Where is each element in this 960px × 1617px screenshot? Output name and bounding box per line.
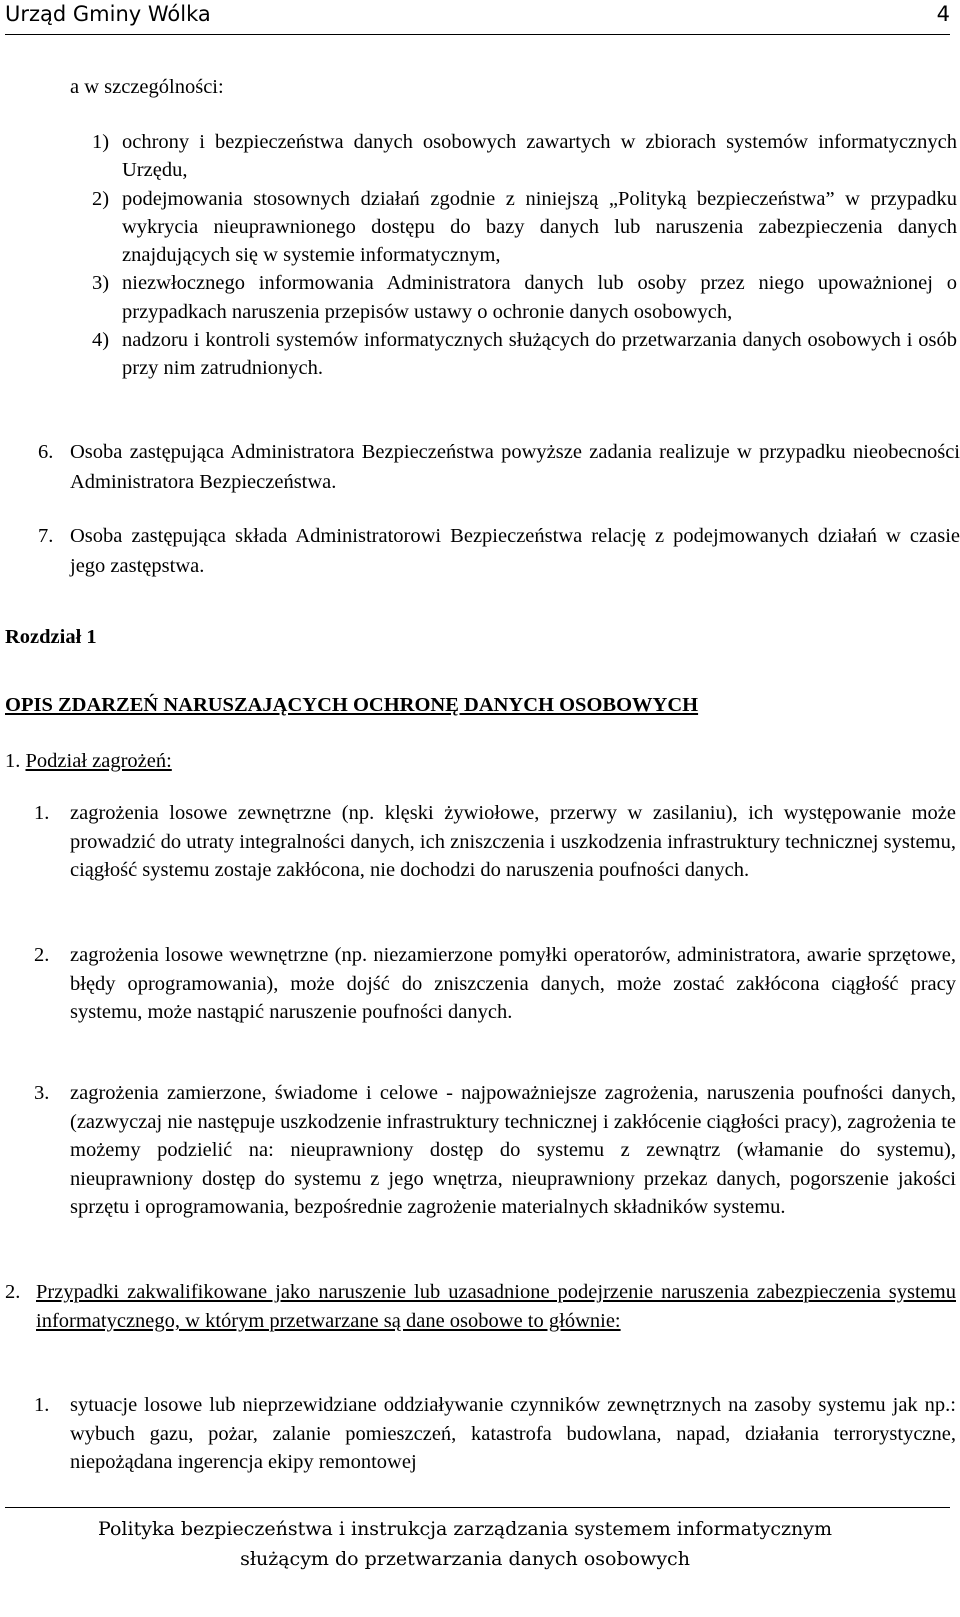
list-item-number: 2) bbox=[92, 187, 110, 210]
item-text: zagrożenia losowe zewnętrzne (np. klęski żywiołowe, przerwy w zasilaniu), ich występowanie może prowadzić do utraty integralności danych, ich zniszczenia i uszkodzenia infrastruktury technicznej systemu, ciągłość systemu zostaje zakłócona, nie dochodzi do naruszenia poufności danych. bbox=[70, 802, 956, 881]
item-number: 3. bbox=[34, 1082, 50, 1104]
page-number: 4 bbox=[936, 2, 950, 26]
intro-text: a w szczególności: bbox=[70, 76, 224, 98]
item-number: 1. bbox=[34, 1394, 50, 1416]
section-point-2 bbox=[5, 1278, 956, 1336]
section-heading: OPIS ZDARZEŃ NARUSZAJĄCYCH OCHRONĘ DANYCH OSOBOWYCH bbox=[5, 694, 699, 716]
point-text: Przypadki zakwalifikowane jako naruszenie lub uzasadnione podejrzenie naruszenia zabezpieczenia systemu informatycznego, w którym przetwarzane są dane osobowe to głównie: bbox=[36, 1281, 956, 1332]
item-text: zagrożenia zamierzone, świadome i celowe - najpoważniejsze zagrożenia, naruszenia poufności danych, (zazwyczaj nie następuje uszkodzenie infrastruktury technicznej i zakłócenie ciągłości pracy), zagrożenia te możemy podzielić na: nieuprawniony dostęp do systemu z zewnątrz (włamanie do systemu), nieuprawniony dostęp do systemu z jego wnętrza, nieuprawniony przekaz danych, pogorszenie jakości sprzętu i oprogramowania, bezpośrednie zagrożenie materialnych składników systemu. bbox=[70, 1082, 956, 1218]
page-header bbox=[5, 0, 950, 32]
paragraph-7 bbox=[38, 521, 960, 581]
paragraph-6 bbox=[38, 437, 960, 497]
list-item bbox=[92, 269, 957, 326]
item-text: sytuacje losowe lub nieprzewidziane oddziaływanie czynników zewnętrznych na zasoby systemu jak np.: wybuch gazu, pożar, zalanie pomieszczeń, katastrofa budowlana, napad, działania terrorystyczne, niepożądana ingerencja ekipy remontowej bbox=[70, 1394, 956, 1473]
list-item-number: 1) bbox=[92, 131, 110, 153]
header-divider bbox=[5, 34, 950, 35]
duties-list bbox=[92, 128, 957, 383]
footer-divider bbox=[5, 1507, 950, 1508]
threat-item-3 bbox=[34, 1079, 956, 1222]
subheading-text: Podział zagrożeń: bbox=[25, 750, 172, 772]
list-item bbox=[92, 326, 957, 383]
header-title: Urząd Gminy Wólka bbox=[5, 2, 211, 26]
list-item-number: 3) bbox=[92, 272, 110, 295]
list-item-text: podejmowania stosownych działań zgodnie z niniejszą „Polityką bezpieczeństwa” w przypadku wykrycia nieuprawnionego dostępu do bazy danych lub naruszenia zabezpieczenia danych znajdujących się w systemie informatycznym, bbox=[122, 187, 957, 267]
item-number: 1. bbox=[34, 802, 50, 824]
paragraph-text: Osoba zastępująca składa Administratorowi Bezpieczeństwa relację z podejmowanych działań w czasie jego zastępstwa. bbox=[70, 525, 960, 577]
paragraph-number: 7. bbox=[38, 525, 54, 547]
paragraph-text: Osoba zastępująca Administratora Bezpieczeństwa powyższe zadania realizuje w przypadku nieobecności Administratora Bezpieczeństwa. bbox=[70, 441, 960, 493]
subheading bbox=[5, 746, 172, 776]
threat-item-2 bbox=[34, 941, 956, 1027]
page-footer bbox=[0, 1514, 930, 1574]
list-item-number: 4) bbox=[92, 329, 110, 352]
threat-item-1 bbox=[34, 799, 956, 885]
point-number: 2. bbox=[5, 1281, 21, 1303]
case-item-1 bbox=[34, 1391, 956, 1477]
chapter-title: Rozdział 1 bbox=[5, 626, 97, 648]
item-number: 2. bbox=[34, 944, 50, 966]
item-text: zagrożenia losowe wewnętrzne (np. niezamierzone pomyłki operatorów, administratora, awarie sprzętowe, błędy oprogramowania), może dojść do zniszczenia danych, może zostać zakłócona ciągłość pracy systemu, może nastąpić naruszenie poufności danych. bbox=[70, 944, 956, 1023]
list-item bbox=[92, 185, 957, 270]
footer-line-1: Polityka bezpieczeństwa i instrukcja zarządzania systemem informatycznym bbox=[97, 1518, 833, 1540]
list-item-text: niezwłocznego informowania Administratora danych lub osoby przez niego upoważnionej o przypadkach naruszenia przepisów ustawy o ochronie danych osobowych, bbox=[122, 272, 957, 323]
footer-line-2: służącym do przetwarzania danych osobowych bbox=[240, 1548, 690, 1570]
subheading-number: 1. bbox=[5, 750, 21, 772]
list-item-text: ochrony i bezpieczeństwa danych osobowych zawartych w zbiorach systemów informatycznych Urzędu, bbox=[122, 131, 957, 182]
list-item bbox=[92, 128, 957, 185]
list-item-text: nadzoru i kontroli systemów informatycznych służących do przetwarzania danych osobowych i osób przy nim zatrudnionych. bbox=[122, 329, 957, 380]
paragraph-number: 6. bbox=[38, 441, 54, 463]
